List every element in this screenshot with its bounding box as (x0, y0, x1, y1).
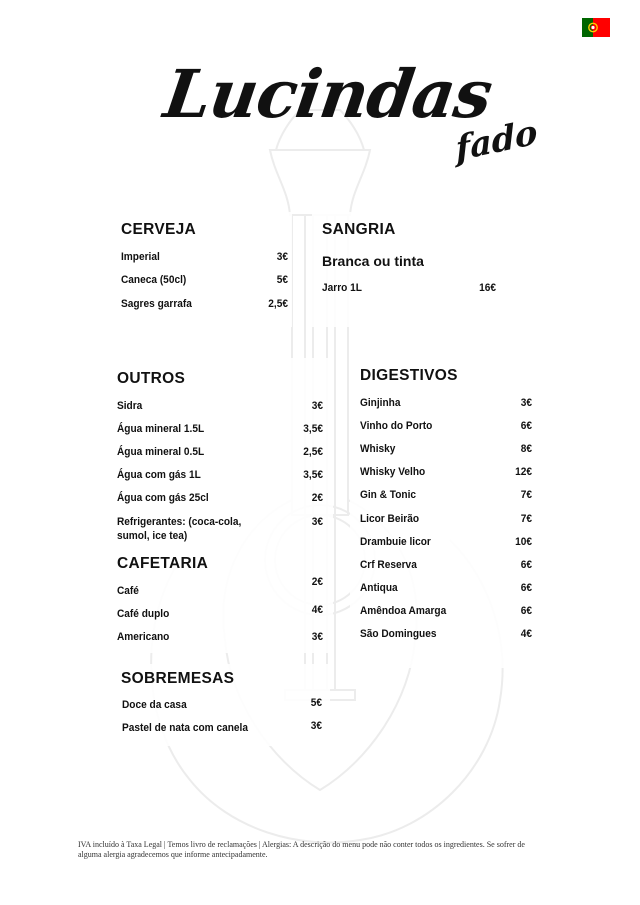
logo-subtitle: fado (454, 112, 539, 170)
digestivos-price: 6€ (520, 582, 532, 594)
outros-item: Água mineral 0.5L (117, 446, 205, 458)
outros-item: Água mineral 1.5L (117, 423, 205, 435)
sangria-item: Jarro 1L (322, 282, 362, 294)
cafetaria-item: Café (117, 585, 139, 597)
digestivos-price: 6€ (520, 605, 532, 617)
outros-price: 3€ (311, 516, 323, 528)
digestivos-price: 6€ (520, 559, 532, 571)
cerveja-item: Sagres garrafa (121, 298, 192, 310)
digestivos-title: DIGESTIVOS (360, 367, 458, 384)
cafetaria-title: CAFETARIA (117, 555, 209, 572)
portugal-flag-icon (582, 18, 610, 37)
outros-item: Água com gás 1L (117, 469, 201, 481)
cerveja-price: 2,5€ (268, 298, 288, 310)
sobremesas-price: 5€ (310, 697, 322, 709)
cerveja-price: 5€ (276, 274, 288, 286)
outros-price: 3€ (311, 400, 323, 412)
sangria-price: 16€ (479, 282, 496, 294)
outros-price: 2,5€ (303, 446, 323, 458)
outros-title: OUTROS (117, 370, 186, 387)
digestivos-item: Licor Beirão (360, 513, 420, 525)
digestivos-price: 3€ (520, 397, 532, 409)
outros-item: Sidra (117, 400, 143, 412)
digestivos-item: Crf Reserva (360, 559, 417, 571)
sobremesas-title: SOBREMESAS (121, 670, 235, 687)
digestivos-item: Whisky (360, 443, 396, 455)
logo-name: Lucindas (159, 55, 497, 133)
digestivos-item: Vinho do Porto (360, 420, 433, 432)
digestivos-item: Ginjinha (360, 397, 401, 409)
digestivos-price: 10€ (515, 536, 532, 548)
digestivos-price: 12€ (515, 466, 532, 478)
cafetaria-item: Americano (117, 631, 170, 643)
digestivos-price: 8€ (520, 443, 532, 455)
digestivos-item: Drambuie licor (360, 536, 431, 548)
digestivos-item: Amêndoa Amarga (360, 605, 447, 617)
digestivos-item: Gin & Tonic (360, 489, 417, 501)
sobremesas-item: Doce da casa (122, 699, 187, 711)
restaurant-logo (159, 55, 545, 175)
sobremesas-item: Pastel de nata com canela (122, 722, 248, 734)
cafetaria-price: 4€ (311, 604, 323, 616)
cafetaria-price: 2€ (311, 576, 323, 588)
legal-footer: IVA incluído à Taxa Legal | Temos livro de reclamações | Alergias: A descrição do menu pode não conter todos os ingredientes. Se sofrer de alguma alergia agradecemos que informe antecipadamente. (78, 840, 525, 859)
sangria-title: SANGRIA (322, 221, 396, 238)
digestivos-price: 6€ (520, 420, 532, 432)
digestivos-item: São Domingues (360, 628, 437, 640)
digestivos-item: Antiqua (360, 582, 398, 594)
outros-price: 3,5€ (303, 423, 323, 435)
digestivos-item: Whisky Velho (360, 466, 426, 478)
cerveja-item: Caneca (50cl) (121, 274, 187, 286)
outros-price: 2€ (311, 492, 323, 504)
outros-price: 3,5€ (303, 469, 323, 481)
cafetaria-item: Café duplo (117, 608, 170, 620)
outros-item: Água com gás 25cl (117, 492, 209, 504)
digestivos-price: 7€ (520, 489, 532, 501)
cafetaria-price: 3€ (311, 631, 323, 643)
cerveja-price: 3€ (276, 251, 288, 263)
sobremesas-price: 3€ (310, 720, 322, 732)
digestivos-price: 4€ (520, 628, 532, 640)
digestivos-price: 7€ (520, 513, 532, 525)
cerveja-title: CERVEJA (121, 221, 197, 238)
sangria-subtitle: Branca ou tinta (322, 253, 424, 269)
cerveja-item: Imperial (121, 251, 160, 263)
outros-item: Refrigerantes: (coca-cola, sumol, ice tea) (117, 516, 242, 542)
